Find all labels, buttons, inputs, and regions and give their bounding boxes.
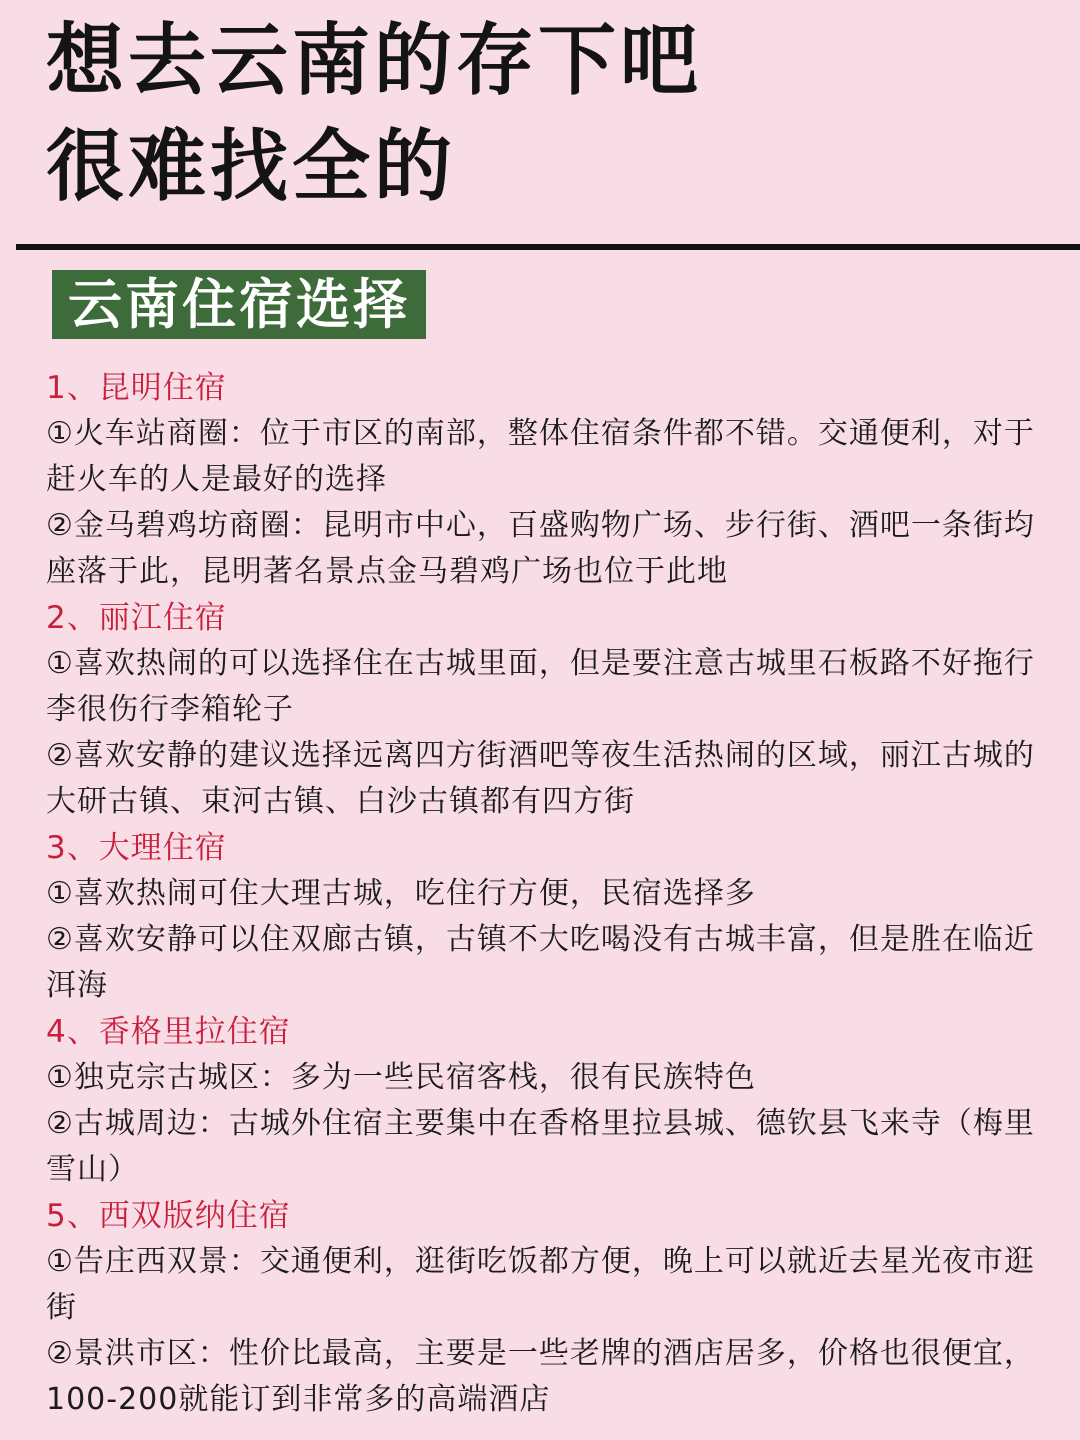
list-item: ①喜欢热闹可住大理古城，吃住行方便，民宿选择多 (46, 876, 756, 911)
city-section-dali (46, 825, 1040, 1009)
accommodation-list (46, 365, 1040, 1423)
title-line-2: 很难找全的 (46, 122, 457, 212)
list-item: ①独克宗古城区：多为一些民宿客栈，很有民族特色 (46, 1060, 756, 1095)
list-item: ②喜欢安静可以住双廊古镇，古镇不大吃喝没有古城丰富，但是胜在临近洱海 (46, 922, 1035, 1003)
city-section-lijiang (46, 595, 1040, 825)
city-heading: 3、大理住宿 (46, 830, 227, 866)
list-item: ②景洪市区：性价比最高，主要是一些老牌的酒店居多，价格也很便宜，100-200就能订到非常多的高端酒店 (46, 1336, 1035, 1417)
city-section-shangri-la (46, 1009, 1040, 1193)
city-section-kunming (46, 365, 1040, 595)
list-item: ①火车站商圈：位于市区的南部，整体住宿条件都不错。交通便利，对于赶火车的人是最好的选择 (46, 416, 1035, 497)
page-title (46, 8, 1046, 220)
list-item: ①告庄西双景：交通便利，逛街吃饭都方便，晚上可以就近去星光夜市逛街 (46, 1244, 1035, 1325)
city-heading: 1、昆明住宿 (46, 370, 227, 406)
list-item: ①喜欢热闹的可以选择住在古城里面，但是要注意古城里石板路不好拖行李很伤行李箱轮子 (46, 646, 1035, 727)
section-badge: 云南住宿选择 (52, 270, 426, 339)
title-line-1: 想去云南的存下吧 (46, 16, 703, 106)
city-heading: 5、西双版纳住宿 (46, 1198, 291, 1234)
list-item: ②古城周边：古城外住宿主要集中在香格里拉县城、德钦县飞来寺（梅里雪山） (46, 1106, 1035, 1187)
city-section-xishuangbanna (46, 1193, 1040, 1423)
city-heading: 4、香格里拉住宿 (46, 1014, 291, 1050)
list-item: ②喜欢安静的建议选择远离四方街酒吧等夜生活热闹的区域，丽江古城的大研古镇、束河古镇、白沙古镇都有四方街 (46, 738, 1035, 819)
city-heading: 2、丽江住宿 (46, 600, 227, 636)
title-divider (16, 244, 1080, 250)
list-item: ②金马碧鸡坊商圈：昆明市中心，百盛购物广场、步行街、酒吧一条街均座落于此，昆明著名景点金马碧鸡广场也位于此地 (46, 508, 1035, 589)
